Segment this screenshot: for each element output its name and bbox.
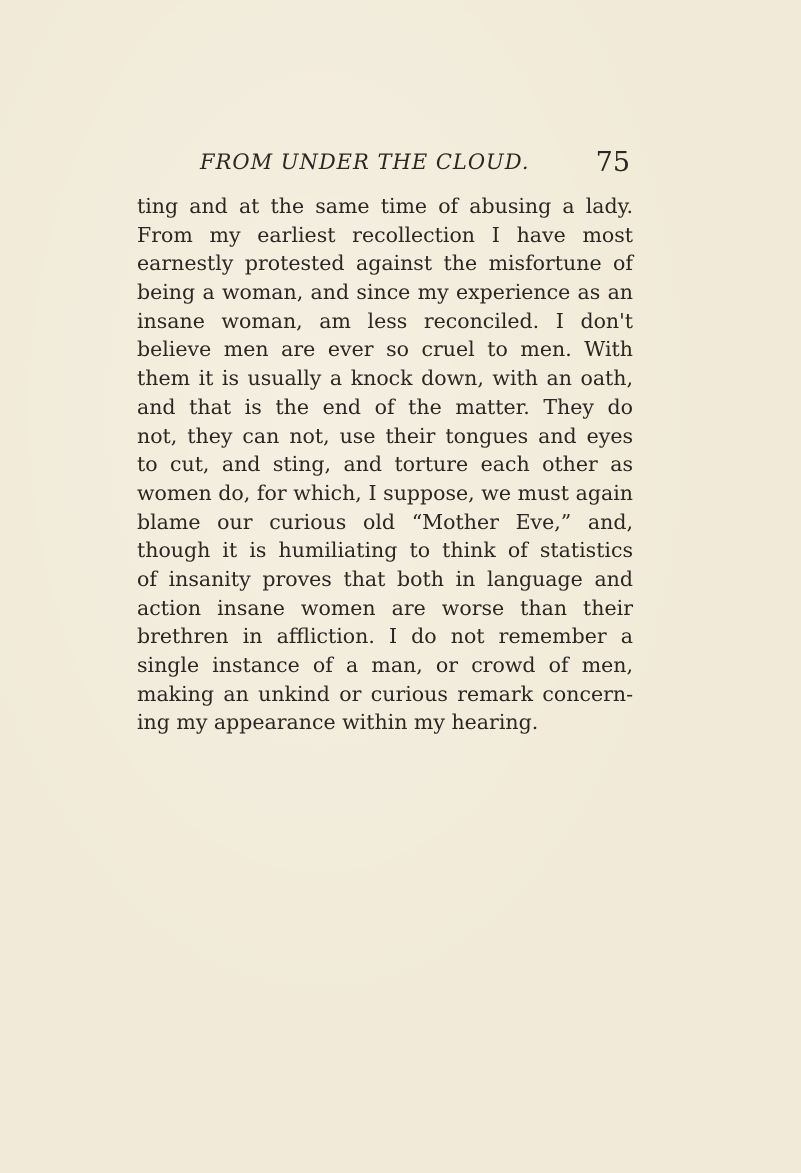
text-line: being a woman, and since my experience as an bbox=[137, 280, 633, 305]
text-line: earnestly protested against the misfortune of bbox=[137, 251, 633, 276]
text-line: brethren in affliction. I do not remember a bbox=[137, 624, 633, 649]
text-line: action insane women are worse than their bbox=[137, 595, 633, 620]
text-line: though it is humiliating to think of statistics bbox=[137, 538, 633, 563]
running-head bbox=[200, 147, 630, 190]
text-line: ting and at the same time of abusing a lady. bbox=[137, 194, 633, 218]
text-line: and that is the end of the matter. They do bbox=[137, 394, 633, 419]
text-line: of insanity proves that both in language and bbox=[137, 566, 633, 591]
body-text bbox=[137, 192, 633, 737]
running-title: FROM UNDER THE CLOUD. bbox=[200, 150, 530, 174]
text-line: single instance of a man, or crowd of men, bbox=[137, 653, 633, 677]
text-line: insane woman, am less reconciled. I don't bbox=[137, 308, 633, 333]
page-number: 75 bbox=[595, 147, 630, 178]
text-line: them it is usually a knock down, with an oath, bbox=[137, 366, 633, 391]
text-line: women do, for which, I suppose, we must again bbox=[137, 480, 633, 505]
text-line: believe men are ever so cruel to men. With bbox=[137, 337, 633, 362]
text-line: not, they can not, use their tongues and eyes bbox=[137, 423, 633, 448]
text-line: to cut, and sting, and torture each other as bbox=[137, 452, 633, 477]
text-line: blame our curious old “Mother Eve,” and, bbox=[137, 509, 633, 534]
text-line: From my earliest recollection I have most bbox=[137, 222, 633, 247]
text-line: ing my appearance within my hearing. bbox=[137, 710, 539, 735]
text-line: making an unkind or curious remark concern- bbox=[137, 681, 633, 706]
